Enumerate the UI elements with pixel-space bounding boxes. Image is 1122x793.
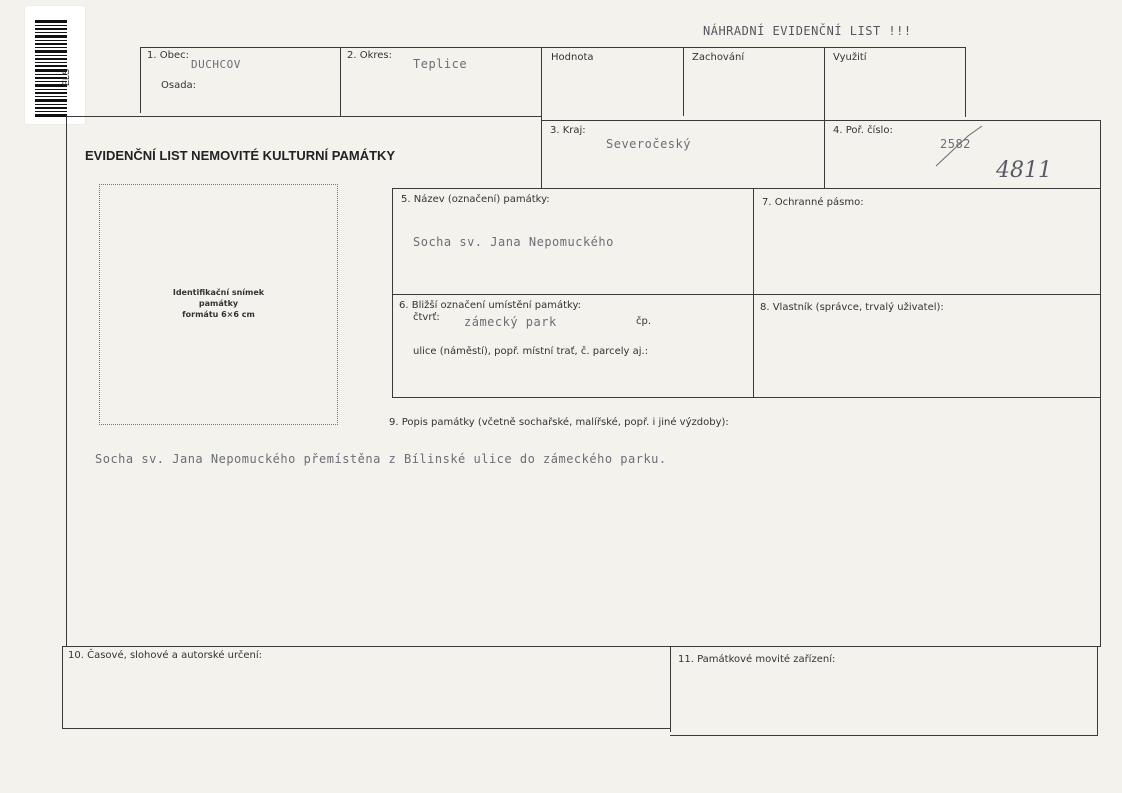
obec-okres-divider xyxy=(340,47,341,116)
zachovani-label: Zachování xyxy=(692,52,745,63)
barcode-sticker xyxy=(25,6,85,124)
bottom-row-divider xyxy=(670,646,671,732)
bottom-row-left-border xyxy=(62,646,63,729)
por-cislo-label: 4. Poř. číslo: xyxy=(833,125,893,136)
photo-placeholder xyxy=(99,184,338,425)
casove-urceni-label: 10. Časové, slohové a autorské určení: xyxy=(68,650,263,661)
row-5-top-border xyxy=(392,188,1101,189)
strike-through-mark xyxy=(930,122,990,170)
zachovani-vyuziti-divider xyxy=(824,47,825,188)
nazev-value: Socha sv. Jana Nepomuckého xyxy=(413,235,614,249)
obec-label: 1. Obec: xyxy=(147,50,189,61)
photo-placeholder-text: Identifikační snímek památky formátu 6×6 cm xyxy=(172,288,265,319)
osada-label: Osada: xyxy=(161,80,197,91)
top-row-right-border xyxy=(965,47,966,117)
kraj-value: Severočeský xyxy=(606,137,691,151)
ulice-label: ulice (náměstí), popř. místní trať, č. parcely aj.: xyxy=(413,346,649,357)
top-row-left-border xyxy=(140,47,141,113)
okres-value: Teplice xyxy=(413,57,468,71)
bottom-left-box-bottom-border xyxy=(62,728,670,729)
main-frame-top-right xyxy=(541,120,1101,121)
form-title: EVIDENČNÍ LIST NEMOVITÉ KULTURNÍ PAMÁTKY xyxy=(85,148,396,163)
hodnota-label: Hodnota xyxy=(551,52,594,63)
boxes-middle-divider xyxy=(753,188,754,398)
ctvrt-label: čtvrť: xyxy=(413,312,440,323)
movite-zarizeni-label: 11. Památkové movité zařízení: xyxy=(678,654,836,665)
boxes-5-6-left-border xyxy=(392,188,393,398)
vyuziti-label: Využití xyxy=(833,52,867,63)
kraj-label: 3. Kraj: xyxy=(550,125,586,136)
obec-value: DUCHCOV xyxy=(191,58,241,71)
cp-label: čp. xyxy=(636,316,652,327)
main-frame-right-border xyxy=(1100,120,1101,646)
hodnota-zachovani-divider xyxy=(683,47,684,116)
main-frame-left-border xyxy=(66,116,67,646)
top-row-top-border xyxy=(140,47,966,48)
ctvrt-value: zámecký park xyxy=(464,315,557,329)
vlastnik-label: 8. Vlastník (správce, trvalý uživatel): xyxy=(760,302,944,313)
ochranne-pasmo-label: 7. Ochranné pásmo: xyxy=(762,197,864,208)
popis-label: 9. Popis památky (včetně sochařské, malířské, popř. i jiné výzdoby): xyxy=(389,417,729,428)
okres-label: 2. Okres: xyxy=(347,50,393,61)
por-cislo-handwritten: 4811 xyxy=(996,158,1052,183)
bottom-row-top-border xyxy=(62,646,1101,647)
okres-hodnota-divider xyxy=(541,47,542,188)
row-6-bottom-border xyxy=(392,397,1101,398)
popis-value: Socha sv. Jana Nepomuckého přemístěna z Bílinské ulice do zámeckého parku. xyxy=(95,452,667,466)
bottom-row-right-border xyxy=(1097,646,1098,736)
bottom-right-box-bottom-border xyxy=(670,735,1098,736)
main-frame-top-left xyxy=(66,116,542,117)
umisteni-label: 6. Bližší označení umístění památky: xyxy=(399,300,582,311)
nazev-label: 5. Název (označení) památky: xyxy=(401,194,550,205)
replacement-note: NÁHRADNÍ EVIDENČNÍ LIST !!! xyxy=(703,24,912,38)
row-6-top-border xyxy=(392,294,1101,295)
sticker-label: ELS xyxy=(61,68,71,86)
por-cislo-value: 2582 xyxy=(940,137,971,151)
